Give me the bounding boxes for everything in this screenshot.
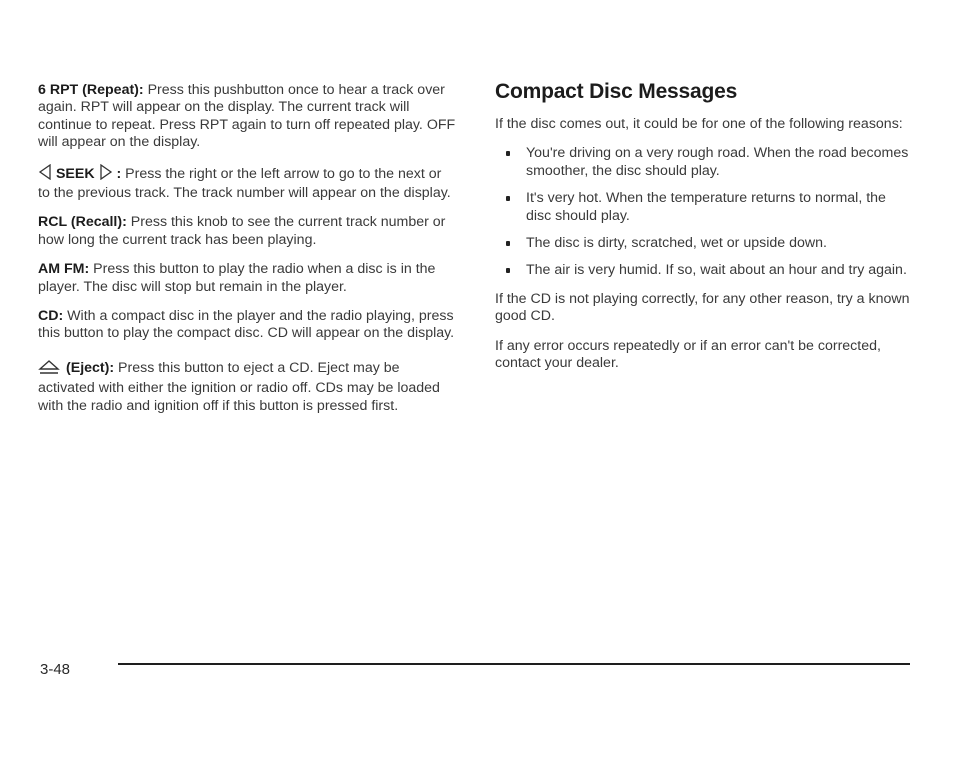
error-paragraph: If any error occurs repeatedly or if an error can't be corrected, contact your dealer. xyxy=(495,337,881,372)
eject-text: Press this button to eject a CD. Eject may be activated with either the ignition or radio off. CDs may be loaded with the radio and ignition off if this button is pressed first. xyxy=(38,359,440,414)
bullet-icon xyxy=(506,268,510,273)
section-heading: Compact Disc Messages xyxy=(495,80,738,103)
rpt-text: Press this pushbutton once to hear a track over again. RPT will appear on the display. The current track will continue to repeat. Press RPT again to turn off repeated play. OFF will appear on the display. xyxy=(38,82,456,151)
bullet-icon xyxy=(506,241,510,246)
amfm-text: Press this button to play the radio when a disc is in the player. The disc will stop but remain in the player. xyxy=(38,261,436,295)
intro-paragraph: If the disc comes out, it could be for one of the following reasons: xyxy=(495,116,903,132)
footer-divider xyxy=(118,663,910,665)
eject-icon xyxy=(38,359,60,380)
left-column xyxy=(38,82,456,427)
seek-colon: : xyxy=(112,165,122,182)
bullet-icon xyxy=(506,196,510,201)
bullet-icon xyxy=(506,151,510,156)
list-item-text: The disc is dirty, scratched, wet or upside down. xyxy=(526,235,827,252)
reasons-list xyxy=(495,145,915,279)
eject-paragraph xyxy=(38,359,456,415)
list-item xyxy=(495,262,915,279)
right-column xyxy=(495,80,915,384)
list-item-text: You're driving on a very rough road. When the road becomes smoother, the disc should play. xyxy=(526,145,909,179)
rpt-paragraph xyxy=(38,82,456,152)
list-item xyxy=(495,190,915,225)
list-item xyxy=(495,145,915,180)
seek-term: SEEK xyxy=(55,165,95,182)
amfm-term: AM FM: xyxy=(38,261,90,278)
amfm-paragraph xyxy=(38,261,456,296)
rpt-term: 6 RPT (Repeat): xyxy=(38,82,144,98)
list-item-text: The air is very humid. If so, wait about an hour and try again. xyxy=(526,262,907,279)
cd-term: CD: xyxy=(38,308,64,325)
left-arrow-icon xyxy=(38,164,52,185)
seek-paragraph xyxy=(38,164,456,203)
cd-not-playing-paragraph: If the CD is not playing correctly, for any other reason, try a known good CD. xyxy=(495,290,910,325)
rcl-text: Press this knob to see the current track number or how long the current track has been playing. xyxy=(38,214,446,248)
rcl-term: RCL (Recall): xyxy=(38,214,127,231)
cd-paragraph xyxy=(38,308,456,343)
eject-term: (Eject): xyxy=(66,359,115,376)
page-number: 3-48 xyxy=(40,661,71,678)
list-item xyxy=(495,235,915,252)
list-item-text: It's very hot. When the temperature returns to normal, the disc should play. xyxy=(526,190,886,224)
right-arrow-icon xyxy=(99,164,113,185)
rcl-paragraph xyxy=(38,214,456,249)
seek-text: Press the right or the left arrow to go to the next or to the previous track. The track number will appear on the display. xyxy=(38,165,451,202)
cd-text: With a compact disc in the player and the radio playing, press this button to play the compact disc. CD will appear on the display. xyxy=(38,308,455,342)
